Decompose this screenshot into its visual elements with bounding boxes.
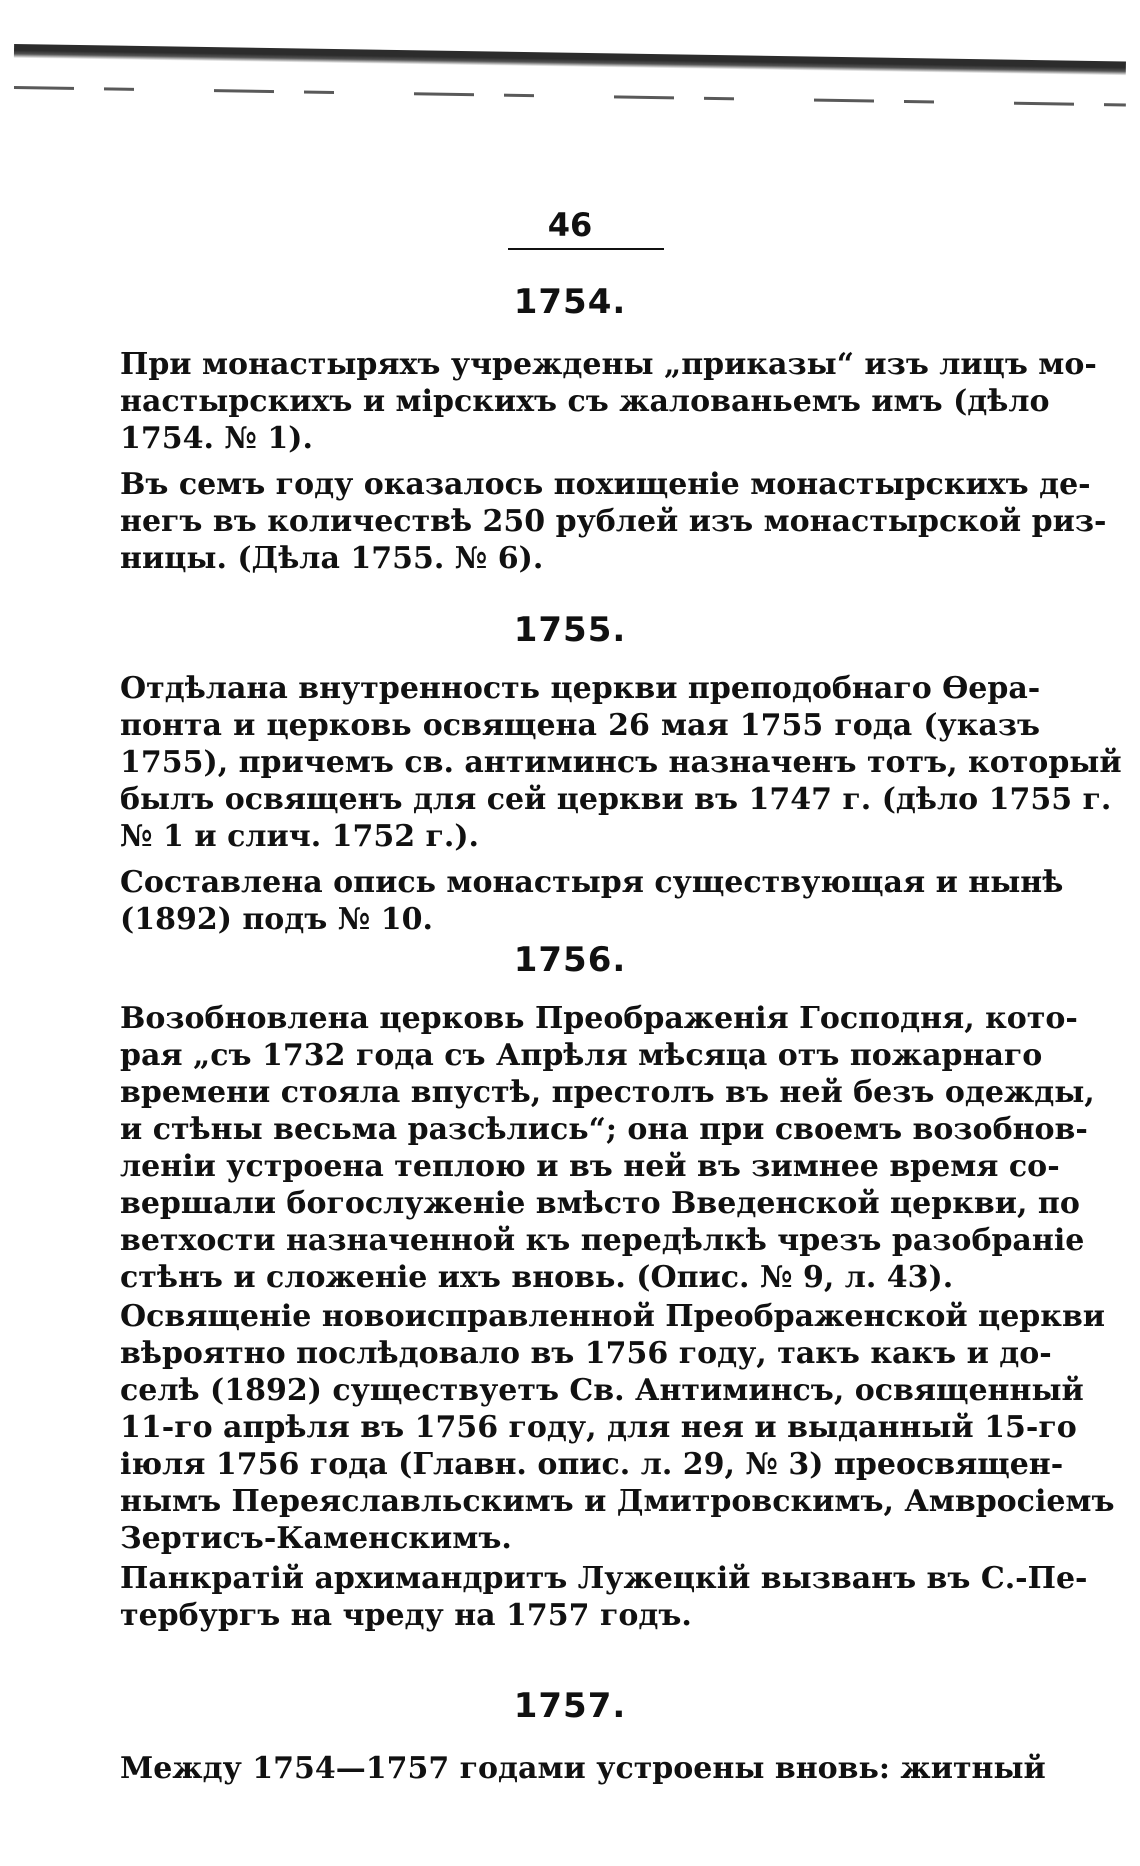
text-line: нымъ Переяславльскимъ и Дмитровскимъ, Амвросіемъ [120,1484,1115,1519]
text-line: и стѣны весьма разсѣлись“; она при своемъ возобнов- [120,1112,1088,1147]
text-line: селѣ (1892) существуетъ Св. Антиминсъ, освященный [120,1373,1084,1408]
top-border-rule [14,44,1126,75]
year-heading-1757: 1757. [513,1686,627,1726]
paragraph [120,1750,1046,1787]
text-line: времени стояла впустѣ, престолъ въ ней безъ одежды, [120,1075,1095,1110]
paragraph [120,864,1064,938]
text-line: Зертисъ-Каменскимъ. [120,1521,512,1556]
year-heading-1755: 1755. [513,610,627,650]
text-line: 1754. № 1). [120,421,313,456]
paragraph [120,1298,1115,1557]
paragraph [120,1000,1095,1296]
text-line: 11-го апрѣля въ 1756 году, для нея и выданный 15-го [120,1410,1077,1445]
text-line: Въ семъ году оказалось похищеніе монастырскихъ де- [120,467,1091,502]
text-line: Между 1754—1757 годами устроены вновь: житный [120,1751,1046,1786]
paragraph [120,466,1107,577]
paragraph [120,346,1097,457]
year-heading-1756: 1756. [513,940,627,980]
text-line: Панкратій архимандритъ Лужецкій вызванъ въ С.-Пе- [120,1561,1088,1596]
text-line: Отдѣлана внутренность церкви преподобнаго Ѳера- [120,671,1041,706]
text-line: негъ въ количествѣ 250 рублей изъ монастырской риз- [120,504,1107,539]
page-number: 46 [547,206,593,244]
text-line: былъ освященъ для сей церкви въ 1747 г. (дѣло 1755 г. [120,782,1112,817]
text-line: (1892) подъ № 10. [120,902,433,937]
text-line: стѣнъ и сложеніе ихъ вновь. (Опис. № 9, л. 43). [120,1260,954,1295]
text-line: настырскихъ и мірскихъ съ жалованьемъ имъ (дѣло [120,384,1050,419]
text-line: леніи устроена теплою и въ ней въ зимнее время со- [120,1149,1060,1184]
text-line: тербургъ на чреду на 1757 годъ. [120,1598,692,1633]
paragraph [120,670,1122,855]
text-line: 1755), причемъ св. антиминсъ назначенъ тотъ, который [120,745,1122,780]
text-line: Составлена опись монастыря существующая и нынѣ [120,865,1064,900]
text-line: ницы. (Дѣла 1755. № 6). [120,541,544,576]
text-line: понта и церковь освящена 26 мая 1755 года (указъ [120,708,1040,743]
top-dashed-rule [14,86,1126,106]
text-line: іюля 1756 года (Главн. опис. л. 29, № 3) преосвящен- [120,1447,1064,1482]
text-line: вершали богослуженіе вмѣсто Введенской церкви, по [120,1186,1080,1221]
page-number-underline [508,248,664,250]
text-line: рая „съ 1732 года съ Апрѣля мѣсяца отъ пожарнаго [120,1038,1043,1073]
text-line: При монастыряхъ учреждены „приказы“ изъ лицъ мо- [120,347,1097,382]
text-line: Освященіе новоисправленной Преображенской церкви [120,1299,1106,1334]
text-line: вѣроятно послѣдовало въ 1756 году, такъ какъ и до- [120,1336,1052,1371]
text-line: ветхости назначенной къ передѣлкѣ чрезъ разобраніе [120,1223,1085,1258]
text-line: Возобновлена церковь Преображенія Господня, кото- [120,1001,1078,1036]
paragraph [120,1560,1088,1634]
year-heading-1754: 1754. [513,282,627,322]
text-line: № 1 и слич. 1752 г.). [120,819,479,854]
